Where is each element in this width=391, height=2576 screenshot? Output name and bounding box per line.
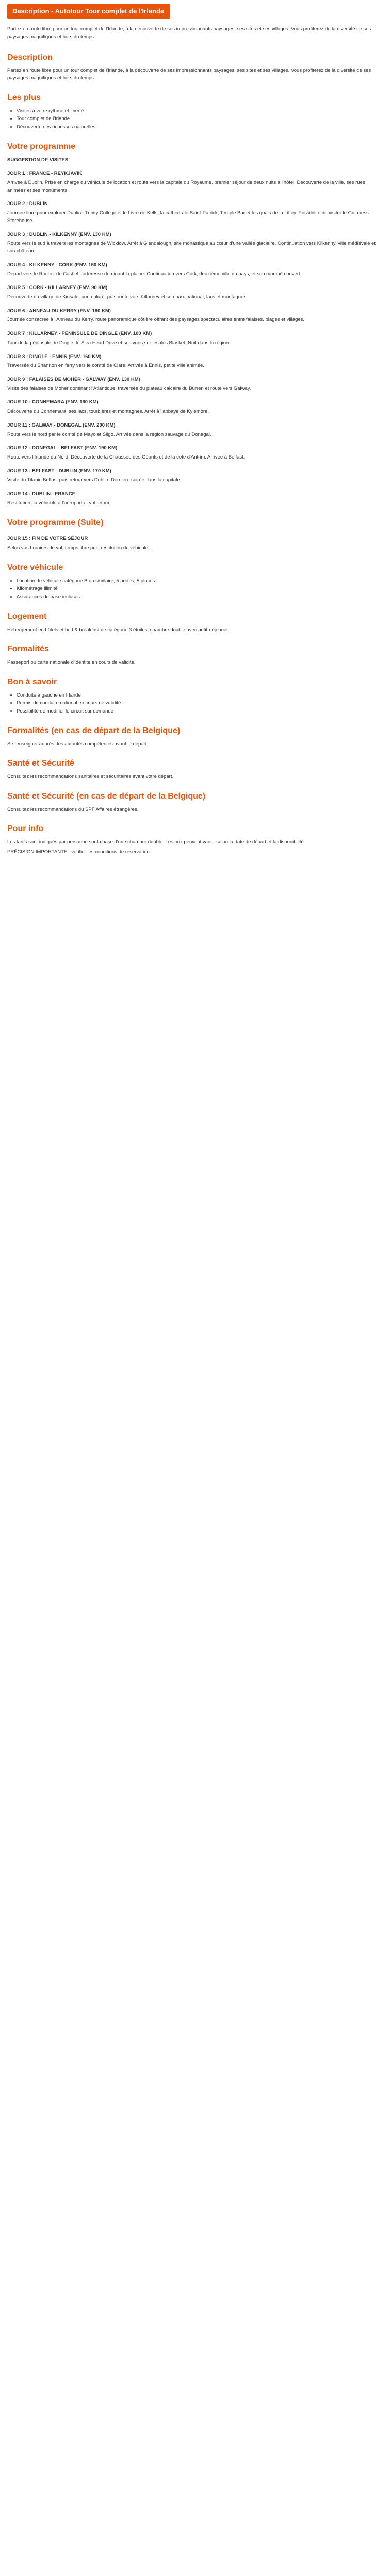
lodging-heading: Logement (7, 612, 47, 621)
day-title: JOUR 5 : CORK - KILLARNEY (ENV. 90 KM) (7, 285, 108, 291)
highlight-item: • Visites à votre rythme et liberté (17, 108, 384, 115)
day-title: JOUR 12 : DONEGAL - BELFAST (ENV. 190 KM) (7, 445, 118, 451)
day-text: Journée consacrée à l'Anneau du Kerry, route panoramique côtière offrant des paysages spectaculaires entre falaises, plages et villages. (7, 317, 305, 323)
day-text: Visite des falaises de Moher dominant l'Atlantique, traversée du plateau calcaire du Burren et route vers Galway. (7, 385, 251, 392)
day-text: Tour de la péninsule de Dingle, le Slea Head Drive et ses vues sur les îles Blasket. Nuit dans la région. (7, 340, 230, 346)
program-extra-heading: Votre programme (Suite) (7, 518, 104, 527)
health-safety-be-heading: Santé et Sécurité (en cas de départ de la Belgique) (7, 791, 206, 801)
day-text: Visite du Titanic Belfast puis retour vers Dublin. Dernière soirée dans la capitale. (7, 477, 182, 483)
health-safety-text: Consultez les recommandations sanitaires et sécuritaires avant votre départ. (7, 774, 174, 780)
highlight-item: • Découverte des richesses naturelles (17, 124, 384, 131)
health-formalities-text: Se renseigner auprès des autorités compétentes avant le départ. (7, 741, 149, 747)
health-safety-heading: Santé et Sécurité (7, 759, 74, 768)
formalities-heading: Formalités (7, 645, 49, 654)
prices-note: PRÉCISION IMPORTANTE : vérifier les conditions de réservation. (7, 849, 151, 855)
good-to-know-list (17, 692, 384, 716)
program-subtitle: SUGGESTION DE VISITES (7, 157, 69, 163)
good-to-know-item: • Possibilité de modifier le circuit sur demande (17, 708, 384, 716)
day-text: Départ vers le Rocher de Cashel, forteresse dominant la plaine. Continuation vers Cork, deuxième ville du pays, et son marché couvert. (7, 271, 302, 277)
vehicle-item: • Location de véhicule catégorie B ou similaire, 5 portes, 5 places (17, 578, 384, 585)
highlights-heading: Les plus (7, 93, 41, 102)
description-heading: Description (7, 53, 53, 62)
day-text: Selon vos horaires de vol, temps libre puis restitution du véhicule. (7, 545, 150, 551)
page-title: Description - Autotour Tour complet de l'Irlande (7, 4, 170, 19)
good-to-know-heading: Bon à savoir (7, 677, 57, 686)
day-title: JOUR 4 : KILKENNY - CORK (ENV. 150 KM) (7, 262, 107, 268)
day-title: JOUR 6 : ANNEAU DU KERRY (ENV. 180 KM) (7, 308, 111, 314)
day-text: Traversée du Shannon en ferry vers le comté de Clare. Arrivée à Ennis, petite ville animée. (7, 363, 204, 369)
day-title: JOUR 13 : BELFAST - DUBLIN (ENV. 170 KM) (7, 468, 111, 474)
day-title: JOUR 2 : DUBLIN (7, 201, 48, 207)
program-heading: Votre programme (7, 142, 76, 151)
vehicle-item: • Assurances de base incluses (17, 594, 384, 601)
day-text: Route vers l'Irlande du Nord. Découverte de la Chaussée des Géants et de la côte d'Antrim. Arrivée à Belfast. (7, 454, 245, 460)
day-text: Découverte du village de Kinsale, port coloré, puis route vers Killarney et son parc national, lacs et montagnes. (7, 294, 248, 300)
vehicle-heading: Votre véhicule (7, 563, 63, 572)
formalities-text: Passeport ou carte nationale d'identité en cours de validité. (7, 659, 136, 666)
health-safety-be-text: Consultez les recommandations du SPF Affaires étrangères. (7, 806, 139, 812)
program-extra-days (7, 535, 384, 552)
health-formalities-heading: Formalités (en cas de départ de la Belgique) (7, 726, 181, 735)
day-title: JOUR 15 : FIN DE VOTRE SÉJOUR (7, 536, 88, 542)
highlights-list (17, 108, 384, 131)
day-text: Restitution du véhicule à l'aéroport et vol retour. (7, 500, 111, 506)
day-title: JOUR 8 : DINGLE - ENNIS (ENV. 160 KM) (7, 353, 102, 360)
day-title: JOUR 9 : FALAISES DE MOHER - GALWAY (ENV. 130 KM) (7, 376, 140, 382)
good-to-know-item: • Permis de conduire national en cours de validité (17, 700, 384, 707)
day-text: Arrivée à Dublin. Prise en charge du véhicule de location et route vers la capitale du Royaume, premier séjour de deux nuits à l'hôtel. Découverte de la ville, ses rues animées et ses monuments. (7, 180, 365, 193)
page (7, 0, 384, 856)
day-title: JOUR 7 : KILLARNEY - PÉNINSULE DE DINGLE (ENV. 100 KM) (7, 331, 152, 337)
lodging-text: Hébergement en hôtels et bed & breakfast de catégorie 3 étoiles, chambre double avec petit-déjeuner. (7, 626, 230, 633)
day-title: JOUR 14 : DUBLIN - FRANCE (7, 491, 75, 497)
day-text: Découverte du Connemara, ses lacs, tourbières et montagnes. Arrêt à l'abbaye de Kylemore. (7, 409, 209, 415)
day-text: Route vers le nord par le comté de Mayo et Sligo. Arrivée dans la région sauvage du Donegal. (7, 431, 211, 437)
prices-text: Les tarifs sont indiqués par personne sur la base d'une chambre double. Les prix peuvent varier selon la date de départ et la disponibilité. (7, 839, 305, 845)
day-text: Journée libre pour explorer Dublin : Trinity College et le Livre de Kells, la cathédrale Saint-Patrick, Temple Bar et les quais de la Liffey. Possibilité de visiter le Guinness Storehouse. (7, 210, 369, 224)
day-title: JOUR 10 : CONNEMARA (ENV. 160 KM) (7, 399, 99, 405)
day-title: JOUR 1 : FRANCE - REYKJAVIK (7, 171, 82, 177)
description-text: Partez en route libre pour un tour complet de l'Irlande, à la découverte de ses impressionnants paysages, ses sites et ses villages. Vous profiterez de la diversité de ses paysages magnifiques et hors du temps. (7, 67, 371, 81)
vehicle-list (17, 578, 384, 601)
highlight-item: • Tour complet de l'Irlande (17, 115, 384, 123)
intro-text: Partez en route libre pour un tour complet de l'Irlande, à la découverte de ses impressionnants paysages, ses sites et ses villages. Vous profiterez de la diversité de ses paysages magnifiques et hors du temps. (7, 26, 371, 40)
vehicle-item: • Kilométrage illimité (17, 585, 384, 593)
day-title: JOUR 11 : GALWAY - DONEGAL (ENV. 200 KM) (7, 422, 116, 428)
program-days (7, 170, 384, 507)
day-text: Route vers le sud à travers les montagnes de Wicklow. Arrêt à Glendalough, site monastique au cœur d'une vallée glaciaire. Continuation vers Kilkenny, ville médiévale et son château. (7, 241, 376, 255)
good-to-know-item: • Conduite à gauche en Irlande (17, 692, 384, 700)
day-title: JOUR 3 : DUBLIN - KILKENNY (ENV. 130 KM) (7, 231, 111, 238)
prices-heading: Pour info (7, 824, 44, 834)
